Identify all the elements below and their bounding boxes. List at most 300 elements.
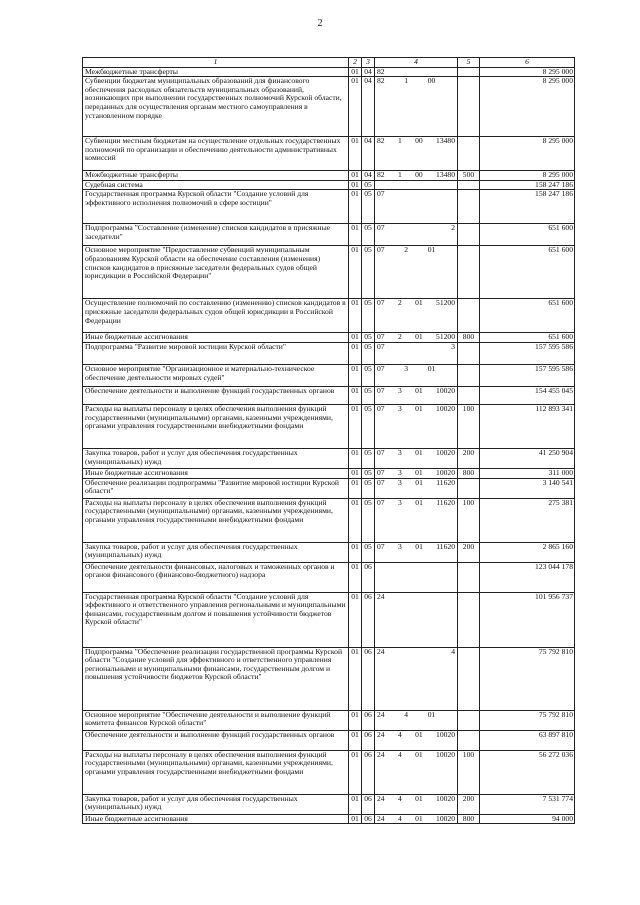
target-code-part: 01	[427, 710, 436, 719]
amount-cell: 311 000	[480, 468, 575, 478]
target-code-cell	[375, 342, 458, 364]
row-name-cell: Обеспечение деятельности и выполнение функций государственных органов	[83, 386, 349, 404]
table-row	[83, 750, 575, 794]
expense-type-cell: 800	[458, 468, 480, 478]
target-code-part: 11620	[436, 498, 455, 507]
target-code-cell	[375, 498, 458, 542]
target-code	[377, 77, 455, 86]
amount-cell: 154 455 045	[480, 386, 575, 404]
row-name-cell: Расходы на выплаты персоналу в целях обеспечения выполнения функций государственными (муниципальными) органами, казенными учреждениями, органами управления государственными внебюджетными фондами	[83, 750, 349, 794]
header-cell: 1	[83, 58, 349, 68]
expense-type-cell	[458, 137, 480, 171]
target-code-part: 3	[451, 342, 455, 351]
target-code-part: 24	[377, 710, 385, 719]
header-cell: 5	[458, 58, 480, 68]
subsection-cell: 06	[362, 730, 375, 750]
target-code-part: 3	[398, 498, 402, 507]
target-code-part: 2	[404, 245, 409, 255]
budget-table	[82, 57, 575, 824]
amount-cell: 63 897 810	[480, 730, 575, 750]
target-code-part: 10020	[436, 468, 455, 477]
subsection-cell: 06	[362, 794, 375, 814]
target-code	[377, 711, 455, 720]
section-cell: 01	[349, 246, 362, 299]
subsection-cell: 05	[362, 246, 375, 299]
table-row	[83, 171, 575, 181]
row-name-cell: Иные бюджетные ассигнования	[83, 814, 349, 824]
amount-cell: 157 595 586	[480, 364, 575, 386]
target-code-cell	[375, 592, 458, 647]
target-code-part: 3	[397, 468, 402, 477]
table-row	[83, 498, 575, 542]
amount-cell: 651 600	[480, 246, 575, 299]
target-code-part: 2	[451, 223, 455, 233]
target-code	[377, 365, 455, 374]
row-name-cell: Подпрограмма "Составление (изменение) списков кандидатов в присяжные заседатели"	[83, 224, 349, 246]
target-code-cell	[375, 730, 458, 750]
target-code-cell	[375, 710, 458, 730]
target-code-part: 10020	[436, 814, 455, 823]
table-row	[83, 468, 575, 478]
section-cell: 01	[349, 498, 362, 542]
target-code	[377, 479, 455, 488]
table-row	[83, 794, 575, 814]
table-row	[83, 542, 575, 562]
target-code-part: 4	[451, 647, 455, 656]
table-row	[83, 224, 575, 246]
target-code-part: 01	[415, 404, 423, 413]
target-code-part: 10020	[436, 750, 455, 759]
subsection-cell: 05	[362, 342, 375, 364]
section-cell: 01	[349, 647, 362, 710]
table-row	[83, 730, 575, 750]
section-cell: 01	[349, 478, 362, 498]
section-cell: 01	[349, 180, 362, 190]
expense-type-cell: 800	[458, 814, 480, 824]
target-code-part: 01	[415, 332, 423, 342]
expense-type-cell	[458, 562, 480, 592]
target-code-cell	[375, 171, 458, 181]
table-row	[83, 562, 575, 592]
amount-cell: 158 247 186	[480, 180, 575, 190]
amount-cell: 123 044 178	[480, 562, 575, 592]
target-code-part: 4	[404, 710, 409, 719]
target-code-part: 4	[397, 750, 402, 759]
expense-type-cell	[458, 730, 480, 750]
table-row	[83, 180, 575, 190]
row-name-cell: Государственная программа Курской области "Создание условий для эффективного исполнения полномочий в сфере юстиции"	[83, 190, 349, 224]
subsection-cell: 05	[362, 190, 375, 224]
target-code-part: 07	[377, 448, 385, 457]
subsection-cell: 06	[362, 750, 375, 794]
target-code-part: 01	[415, 814, 423, 823]
row-name-cell: Закупка товаров, работ и услуг для обеспечения государственных (муниципальных) нужд	[83, 542, 349, 562]
table-row	[83, 592, 575, 647]
target-code-part: 1	[397, 170, 402, 180]
row-name-cell: Подпрограмма "Обеспечение реализации государственной программы Курской области "Создание условий для эффективного и ответственного управления региональными и муниципальными финансами, государственным долгом и повышения устойчивости бюджетов Курской области"	[83, 647, 349, 710]
target-code-part: 4	[397, 794, 402, 803]
subsection-cell: 04	[362, 171, 375, 181]
table-row	[83, 448, 575, 468]
target-code-cell	[375, 299, 458, 333]
subsection-cell: 06	[362, 592, 375, 647]
target-code-part: 07	[377, 298, 385, 308]
section-cell: 01	[349, 750, 362, 794]
expense-type-cell	[458, 299, 480, 333]
target-code	[377, 190, 455, 199]
section-cell: 01	[349, 224, 362, 246]
target-code	[377, 815, 455, 824]
target-code-part: 24	[377, 794, 385, 803]
amount-cell: 94 000	[480, 814, 575, 824]
row-name-cell: Межбюджетные трансферты	[83, 171, 349, 181]
section-cell: 01	[349, 171, 362, 181]
section-cell: 01	[349, 364, 362, 386]
target-code-cell	[375, 647, 458, 710]
subsection-cell: 06	[362, 647, 375, 710]
row-name-cell: Обеспечение деятельности и выполнение функций государственных органов	[83, 730, 349, 750]
target-code-part: 10020	[436, 404, 455, 413]
target-code-part: 1	[404, 76, 409, 86]
amount-cell: 56 272 036	[480, 750, 575, 794]
target-code	[377, 795, 455, 804]
row-name-cell: Межбюджетные трансферты	[83, 67, 349, 77]
target-code-part: 01	[415, 498, 423, 507]
subsection-cell: 05	[362, 364, 375, 386]
header-cell: 6	[480, 58, 575, 68]
target-code-part: 3	[404, 364, 409, 373]
target-code-cell	[375, 814, 458, 824]
amount-cell: 651 600	[480, 299, 575, 333]
expense-type-cell	[458, 180, 480, 190]
table-row	[83, 299, 575, 333]
target-code	[377, 499, 455, 508]
target-code-part: 24	[377, 750, 385, 759]
target-code-part: 10020	[436, 730, 455, 739]
target-code-cell	[375, 67, 458, 77]
subsection-cell: 06	[362, 562, 375, 592]
target-code-part: 01	[415, 794, 423, 803]
page-number: 2	[317, 18, 323, 29]
target-code-part: 01	[415, 386, 423, 395]
target-code-part: 13480	[436, 136, 455, 146]
target-code-part: 07	[377, 404, 385, 413]
row-name-cell: Иные бюджетные ассигнования	[83, 333, 349, 343]
target-code-part: 4	[397, 814, 402, 823]
table-row	[83, 342, 575, 364]
amount-cell: 2 865 160	[480, 542, 575, 562]
target-code	[377, 648, 455, 657]
row-name-cell: Закупка товаров, работ и услуг для обеспечения государственных (муниципальных) нужд	[83, 448, 349, 468]
target-code	[377, 731, 455, 740]
expense-type-cell	[458, 190, 480, 224]
target-code-part: 51200	[436, 298, 455, 308]
section-cell: 01	[349, 814, 362, 824]
amount-cell: 75 792 810	[480, 647, 575, 710]
target-code-part: 3	[397, 386, 402, 395]
amount-cell: 651 600	[480, 224, 575, 246]
target-code-part: 10020	[436, 794, 455, 803]
target-code-part: 1	[397, 136, 402, 146]
section-cell: 01	[349, 342, 362, 364]
expense-type-cell: 500	[458, 171, 480, 181]
section-cell: 01	[349, 730, 362, 750]
amount-cell: 158 247 186	[480, 190, 575, 224]
amount-cell: 8 295 000	[480, 171, 575, 181]
section-cell: 01	[349, 67, 362, 77]
amount-cell: 8 295 000	[480, 67, 575, 77]
target-code-part: 82	[377, 170, 385, 180]
target-code-cell	[375, 386, 458, 404]
section-cell: 01	[349, 468, 362, 478]
target-code-part: 07	[377, 498, 385, 507]
subsection-cell: 05	[362, 404, 375, 448]
expense-type-cell	[458, 342, 480, 364]
target-code-part: 01	[415, 298, 423, 308]
subsection-cell: 05	[362, 224, 375, 246]
target-code-part: 10020	[436, 386, 455, 395]
target-code-part: 24	[377, 814, 385, 823]
section-cell: 01	[349, 710, 362, 730]
target-code-part: 01	[415, 448, 423, 457]
target-code-part: 2	[397, 332, 402, 342]
target-code-part: 07	[377, 342, 385, 351]
amount-cell: 157 595 586	[480, 342, 575, 364]
target-code-part: 3	[398, 478, 402, 487]
target-code-part: 07	[377, 364, 385, 373]
target-code-part: 24	[377, 592, 385, 601]
row-name-cell: Подпрограмма "Развитие мировой юстиции Курской области"	[83, 342, 349, 364]
target-code	[377, 387, 455, 396]
amount-cell: 7 531 774	[480, 794, 575, 814]
subsection-cell: 05	[362, 333, 375, 343]
header-cell: 3	[362, 58, 375, 68]
target-code-part: 24	[377, 730, 385, 739]
row-name-cell: Расходы на выплаты персоналу в целях обеспечения выполнения функций государственными (муниципальными) органами, казенными учреждениями, органами управления государственными внебюджетными фондами	[83, 498, 349, 542]
target-code	[377, 224, 455, 233]
target-code-part: 01	[427, 245, 436, 255]
section-cell: 01	[349, 448, 362, 468]
amount-cell: 75 792 810	[480, 710, 575, 730]
target-code-part: 13480	[436, 170, 455, 180]
target-code-part: 11620	[436, 542, 455, 551]
subsection-cell: 05	[362, 468, 375, 478]
target-code	[377, 449, 455, 458]
expense-type-cell	[458, 647, 480, 710]
expense-type-cell: 100	[458, 498, 480, 542]
target-code-cell	[375, 750, 458, 794]
row-name-cell: Субвенции бюджетам муниципальных образований для финансового обеспечения расходных обязательств муниципальных образований, возникающих при выполнении государственных полномочий Курской области, переданных для осуществления органам местного самоуправления в установленном порядке	[83, 77, 349, 137]
amount-cell: 3 140 541	[480, 478, 575, 498]
section-cell: 01	[349, 386, 362, 404]
target-code-part: 01	[415, 542, 423, 551]
table-row	[83, 364, 575, 386]
target-code	[377, 751, 455, 760]
row-name-cell: Осуществление полномочий по составлению (изменению) списков кандидатов в присяжные заседатели федеральных судов общей юрисдикции в Российской Федерации	[83, 299, 349, 333]
expense-type-cell: 200	[458, 794, 480, 814]
target-code-part: 07	[377, 386, 385, 395]
expense-type-cell: 100	[458, 404, 480, 448]
subsection-cell: 05	[362, 299, 375, 333]
row-name-cell: Иные бюджетные ассигнования	[83, 468, 349, 478]
target-code-part: 07	[377, 468, 385, 477]
table-row	[83, 814, 575, 824]
target-code-cell	[375, 224, 458, 246]
expense-type-cell	[458, 710, 480, 730]
target-code-part: 00	[415, 136, 423, 146]
row-name-cell: Обеспечение деятельности финансовых, налоговых и таможенных органов и органов финансового (финансово-бюджетного) надзора	[83, 562, 349, 592]
expense-type-cell: 800	[458, 333, 480, 343]
target-code-part: 00	[427, 76, 436, 86]
target-code-cell	[375, 468, 458, 478]
row-name-cell: Основное мероприятие "Обеспечение деятельности и выполнение функций комитета финансов Курской области"	[83, 710, 349, 730]
target-code-part: 01	[415, 468, 423, 477]
target-code	[377, 593, 455, 602]
amount-cell: 651 600	[480, 333, 575, 343]
target-code-cell	[375, 246, 458, 299]
table-row	[83, 647, 575, 710]
target-code-cell	[375, 364, 458, 386]
target-code-cell	[375, 180, 458, 190]
row-name-cell: Обеспечение реализации подпрограммы "Развитие мировой юстиции Курской области"	[83, 478, 349, 498]
target-code-part: 01	[427, 364, 436, 373]
row-name-cell: Судебная система	[83, 180, 349, 190]
target-code-cell	[375, 794, 458, 814]
target-code	[377, 405, 455, 414]
table-row	[83, 333, 575, 343]
section-cell: 01	[349, 542, 362, 562]
expense-type-cell	[458, 77, 480, 137]
expense-type-cell: 200	[458, 542, 480, 562]
target-code-cell	[375, 77, 458, 137]
target-code	[377, 469, 455, 478]
section-cell: 01	[349, 299, 362, 333]
subsection-cell: 06	[362, 710, 375, 730]
expense-type-cell: 100	[458, 750, 480, 794]
amount-cell: 275 381	[480, 498, 575, 542]
subsection-cell: 04	[362, 137, 375, 171]
table-row	[83, 190, 575, 224]
row-name-cell: Государственная программа Курской области "Создание условий для эффективного и ответственного управления региональными и муниципальными финансами, государственным долгом и повышения устойчивости бюджетов Курской области"	[83, 592, 349, 647]
expense-type-cell	[458, 386, 480, 404]
target-code-cell	[375, 448, 458, 468]
table-row	[83, 137, 575, 171]
target-code-cell	[375, 562, 458, 592]
target-code-part: 10020	[436, 448, 455, 457]
expense-type-cell: 200	[458, 448, 480, 468]
section-cell: 01	[349, 592, 362, 647]
subsection-cell: 06	[362, 814, 375, 824]
target-code-part: 24	[377, 647, 385, 656]
expense-type-cell	[458, 224, 480, 246]
target-code-cell	[375, 478, 458, 498]
target-code-part: 82	[377, 67, 385, 76]
table-row	[83, 478, 575, 498]
row-name-cell: Закупка товаров, работ и услуг для обеспечения государственных (муниципальных) нужд	[83, 794, 349, 814]
target-code	[377, 137, 455, 146]
section-cell: 01	[349, 794, 362, 814]
subsection-cell: 05	[362, 386, 375, 404]
section-cell: 01	[349, 404, 362, 448]
amount-cell: 112 893 341	[480, 404, 575, 448]
target-code-part: 00	[415, 170, 423, 180]
row-name-cell: Основное мероприятие "Организационное и материально-техническое обеспечение деятельности мировых судей"	[83, 364, 349, 386]
target-code	[377, 299, 455, 308]
target-code-part: 51200	[436, 332, 455, 342]
target-code-part: 07	[377, 245, 385, 255]
target-code-part: 01	[415, 730, 423, 739]
target-code-part: 07	[377, 189, 385, 199]
subsection-cell: 05	[362, 180, 375, 190]
target-code-cell	[375, 333, 458, 343]
section-cell: 01	[349, 562, 362, 592]
expense-type-cell	[458, 478, 480, 498]
target-code	[377, 333, 455, 342]
row-name-cell: Расходы на выплаты персоналу в целях обеспечения выполнения функций государственными (муниципальными) органами, казенными учреждениями, органами управления государственными внебюджетными фондами	[83, 404, 349, 448]
section-cell: 01	[349, 77, 362, 137]
target-code	[377, 171, 455, 180]
target-code-part: 07	[377, 332, 385, 342]
amount-cell: 41 250 904	[480, 448, 575, 468]
subsection-cell: 05	[362, 542, 375, 562]
target-code-part: 01	[415, 750, 423, 759]
target-code-part: 3	[397, 448, 402, 457]
table-row	[83, 386, 575, 404]
target-code-part: 11620	[436, 478, 455, 487]
amount-cell: 8 295 000	[480, 77, 575, 137]
section-cell: 01	[349, 137, 362, 171]
table-row	[83, 246, 575, 299]
table-row	[83, 77, 575, 137]
target-code-part: 4	[397, 730, 402, 739]
row-name-cell: Субвенции местным бюджетам на осуществление отдельных государственных полномочий по организации и обеспечению деятельности административных комиссий	[83, 137, 349, 171]
subsection-cell: 05	[362, 448, 375, 468]
subsection-cell: 05	[362, 498, 375, 542]
expense-type-cell	[458, 246, 480, 299]
target-code	[377, 343, 455, 352]
target-code-part: 2	[397, 298, 402, 308]
target-code-part: 07	[377, 478, 385, 487]
target-code-part: 3	[398, 542, 402, 551]
table-row	[83, 67, 575, 77]
target-code-part: 01	[415, 478, 423, 487]
target-code-part: 82	[377, 76, 385, 86]
subsection-cell: 04	[362, 77, 375, 137]
expense-type-cell	[458, 592, 480, 647]
target-code-part: 07	[377, 542, 385, 551]
target-code-cell	[375, 190, 458, 224]
header-cell: 2	[349, 58, 362, 68]
target-code-cell	[375, 137, 458, 171]
section-cell: 01	[349, 190, 362, 224]
target-code-part: 07	[377, 223, 385, 233]
section-cell: 01	[349, 333, 362, 343]
target-code-part: 3	[397, 404, 402, 413]
row-name-cell: Основное мероприятие "Предоставление субвенций муниципальным образованиям Курской области на обеспечение составления (изменения) списков кандидатов в присяжные заседатели федеральных судов общей юрисдикции в Российской Федерации"	[83, 246, 349, 299]
subsection-cell: 04	[362, 67, 375, 77]
subsection-cell: 05	[362, 478, 375, 498]
header-cell: 4	[375, 58, 458, 68]
amount-cell: 8 295 000	[480, 137, 575, 171]
target-code	[377, 246, 455, 255]
table-row	[83, 710, 575, 730]
amount-cell: 101 956 737	[480, 592, 575, 647]
table-header-row	[83, 58, 575, 68]
expense-type-cell	[458, 67, 480, 77]
target-code	[377, 68, 455, 77]
target-code-cell	[375, 404, 458, 448]
target-code-cell	[375, 542, 458, 562]
